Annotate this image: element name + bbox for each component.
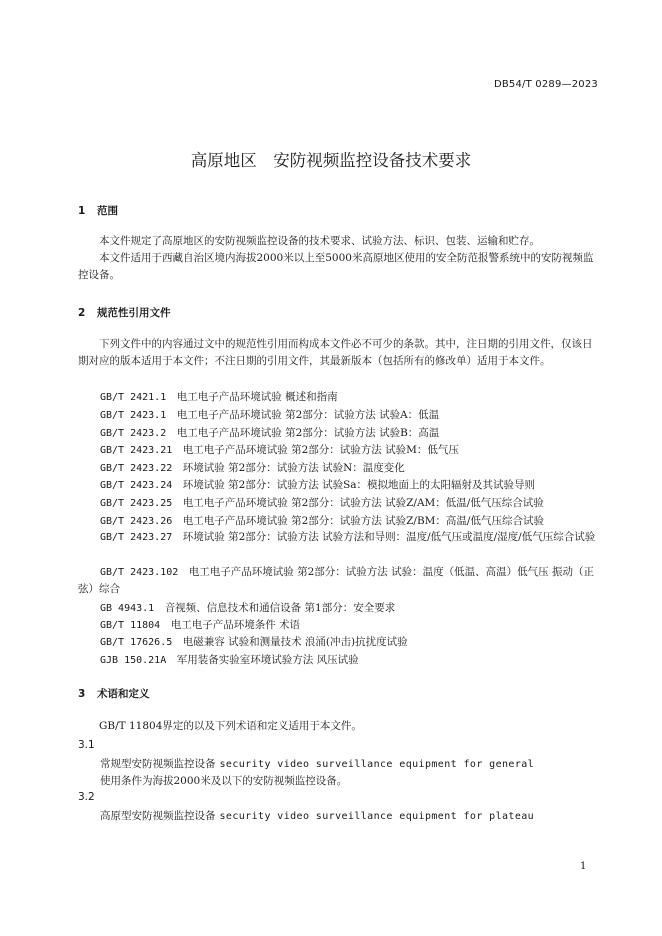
scope-paragraph-1: 本文件规定了高原地区的安防视频监控设备的技术要求、试验方法、标识、包装、运输和贮存。: [99, 235, 540, 247]
reference-item: [100, 425, 598, 440]
term-en: security video surveillance equipment for general: [219, 759, 535, 770]
reference-title: 电工电子产品环境试验 第2部分：试验方法 试验：温度（低温、高温）低气压 振动（正弦）综合: [78, 566, 594, 595]
reference-code: GB/T 2423.2: [100, 428, 167, 439]
reference-title: 环境试验 第2部分：试验方法 试验Sa：模拟地面上的太阳辐射及其试验导则: [182, 479, 536, 491]
reference-title: 电磁兼容 试验和测量技术 浪涌(冲击)抗扰度试验: [182, 636, 408, 648]
reference-item: [78, 529, 598, 546]
reference-code: GB/T 2423.25: [100, 498, 173, 509]
section-2-heading: [78, 305, 171, 320]
term-zh: 常规型安防视频监控设备: [100, 758, 216, 770]
reference-item: [100, 513, 598, 528]
term-number: 3.2: [78, 791, 95, 803]
reference-title: 环境试验 第2部分：试验方法 试验方法和导则：温度/低气压或温度/湿度/低气压综合试验: [182, 531, 596, 543]
reference-code: GB/T 2423.24: [100, 480, 173, 491]
reference-title: 电工电子产品环境试验 第2部分：试验方法 试验Z/BM：高温/低气压综合试验: [182, 515, 544, 527]
reference-title: 电工电子产品环境试验 第2部分：试验方法 试验A：低温: [176, 409, 440, 421]
reference-code: GB/T 2423.1: [100, 410, 167, 421]
reference-code: GB 4943.1: [100, 603, 155, 614]
reference-title: 环境试验 第2部分：试验方法 试验N：温度变化: [182, 462, 405, 474]
reference-code: GB/T 2421.1: [100, 392, 167, 403]
reference-code: GB/T 11804: [100, 620, 161, 631]
section-number: 2: [78, 307, 86, 319]
reference-item: [78, 564, 598, 598]
reference-title: 电工电子产品环境试验 第2部分：试验方法 试验Z/AM：低温/低气压综合试验: [182, 497, 544, 509]
reference-title: 电工电子产品环境试验 第2部分：试验方法 试验M：低气压: [182, 444, 459, 456]
doc-code: DB54/T 0289—2023: [493, 79, 598, 90]
reference-item: [100, 652, 598, 667]
reference-title: 电工电子产品环境试验 概述和指南: [176, 391, 338, 403]
section-1-heading: [78, 203, 118, 218]
reference-item: [100, 634, 598, 649]
reference-code: GB/T 17626.5: [100, 637, 173, 648]
section-3-heading: [78, 686, 150, 701]
term-entry: [100, 756, 534, 771]
reference-code: GB/T 2423.27: [100, 532, 173, 543]
section-number: 3: [78, 688, 86, 700]
reference-item: [100, 617, 598, 632]
reference-title: 音视频、信息技术和通信设备 第1部分：安全要求: [164, 602, 396, 614]
reference-code: GJB 150.21A: [100, 655, 167, 666]
reference-item: [100, 407, 598, 422]
term-zh: 高原型安防视频监控设备: [100, 810, 216, 822]
references-intro: 下列文件中的内容通过文中的规范性引用而构成本文件必不可少的条款。其中，注日期的引用文件，仅该日期对应的版本适用于本文件；不注日期的引用文件，其最新版本（包括所有的修改单）适用于本文件。: [78, 338, 593, 367]
reference-item: [100, 442, 598, 457]
term-definition: 使用条件为海拔2000米及以下的安防视频监控设备。: [100, 775, 348, 787]
reference-item: [100, 600, 598, 615]
reference-item: [100, 495, 598, 510]
reference-code: GB/T 2423.26: [100, 516, 173, 527]
document-title: 高原地区 安防视频监控设备技术要求: [190, 151, 472, 170]
reference-title: 电工电子产品环境试验 第2部分：试验方法 试验B：高温: [176, 427, 440, 439]
section-title: 规范性引用文件: [97, 307, 171, 319]
reference-item: [100, 477, 598, 492]
reference-code: GB/T 2423.22: [100, 463, 173, 474]
terms-intro: GB/T 11804界定的以及下列术语和定义适用于本文件。: [99, 720, 362, 732]
term-en: security video surveillance equipment for plateau: [219, 811, 535, 822]
reference-item: [100, 389, 598, 404]
section-number: 1: [78, 205, 86, 217]
section-title: 范围: [97, 205, 118, 217]
term-entry: [100, 808, 534, 823]
reference-code: GB/T 2423.21: [100, 445, 173, 456]
reference-title: 电工电子产品环境条件 术语: [170, 619, 301, 631]
scope-paragraph-2: 本文件适用于西藏自治区境内海拔2000米以上至5000米高原地区使用的安全防范报警系统中的安防视频监控设备。: [78, 252, 594, 281]
page-number: 1: [580, 861, 587, 872]
term-number: 3.1: [78, 739, 95, 751]
reference-title: 军用装备实验室环境试验方法 风压试验: [176, 654, 359, 666]
section-title: 术语和定义: [97, 688, 150, 700]
reference-item: [100, 460, 598, 475]
reference-code: GB/T 2423.102: [100, 567, 179, 578]
